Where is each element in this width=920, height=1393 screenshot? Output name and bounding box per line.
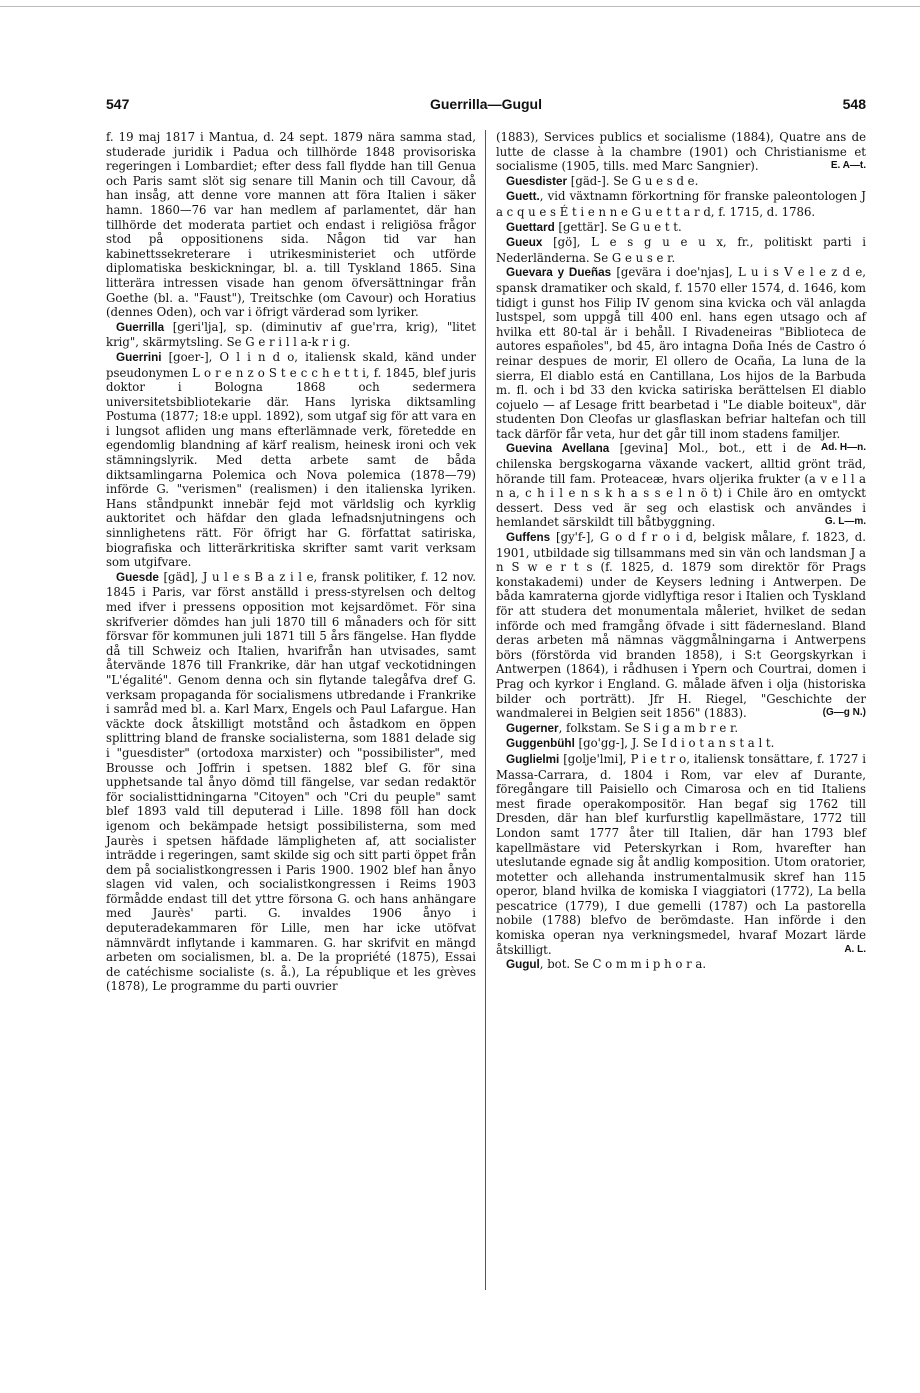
entry-text: [gäd], J u l e s B a z i l e, fransk politiker, f. 12 nov. 1845 i Paris, var först anställd i press-styrelsen och deltog med ifver i pressens opposition mot kejsardömet. För sina skrifverier dömdes han juli 1870 till 6 månaders och för sitt försvar för kommunen juli 1871 till 5 års fängelse. Han flydde då till Schweiz och Italien, hvarifrån han utvisades, samt återvände 1876 till Frankrike, där han utgaf veckotidningen "L'égalité". Genom denna och sin flytande talegåfva dref G. verksam propaganda för socialismens utbredande i Frankrike i samråd med bl. a. Karl Marx, Engels och Paul Lafargue. Han väckte dock åtskilligt motstånd och åstadkom en öppen splittring bland de franske socialisterna, som 1881 delade sig i "guesdister" (ortodoxa marxister) och "possibilister", med Brousse och Joffrin i spetsen. 1882 blef G. för sina upphetsande tal ånyo dömd till fängelse, var sedan redaktör för socialisttidningarna "Citoyen" och "Cri du peuple" samt blef 1893 vald till deputerad i Lille. 1898 föll han dock igenom och bekämpade hetsigt possibilisterna, som med Jaurès i spetsen häfdade lämpligheten af, att socialister inträdde i regeringen, samt skilde sig och sitt parti öppet från dem på socialistkongressen i Paris 1900. 1902 blef han ånyo slagen vid valen, och socialistkongressen i Reims 1903 förmådde endast till det yttre försona G. och hans anhängare med Jaurès' parti. G. invaldes 1906 ånyo i deputeradekammaren för Lille, men har icke utöfvat nämnvärdt inflytande i kammaren. G. har skrifvit en mängd arbeten om socialismen, bl. a. De la propriété (1875), Essai de catéchisme socialiste (s. å.), La république et les grèves (1878), Le programme du parti ouvrier <box>106 569 476 994</box>
column-divider <box>485 130 486 1290</box>
article-entry <box>496 189 866 219</box>
entry-text: , vid växtnamn förkortning för franske paleontologen J a c q u e s É t i e n n e G u e t t a r d, f. 1715, d. 1786. <box>496 189 866 219</box>
author-signature: E. A—t. <box>830 160 866 172</box>
entry-headword: Guerrini <box>116 350 162 364</box>
article-entry <box>496 174 866 190</box>
entry-text: , bot. Se C o m m i p h o r a. <box>539 957 707 972</box>
entry-headword: Guesde <box>116 570 159 584</box>
entry-headword: Guevara y Dueñas <box>506 266 612 280</box>
entry-headword: Gugul <box>506 958 540 972</box>
entry-headword: Gueux <box>506 236 543 250</box>
article-entry <box>496 441 866 530</box>
article-entry <box>496 752 866 957</box>
entry-text: (1883), Services publics et socialisme (1884), Quatre ans de lutte de classe à la chambre (1901) och Christianisme et socialisme (1905, tills. med Marc Sangnier). <box>496 130 866 174</box>
entry-text: [gy'f-], G o d f r o i d, belgisk målare, f. 1823, d. 1901, utbildade sig tillsammans med sin vän och landsman J a n S w e r t s (f. 1825, d. 1879 som direktör för Prags konstakademi) under de Keysers ledning i Antwerpen. De båda kamraterna gjorde vidlyftiga resor i Italien och Tyskland för att studera det monumentala måleriet, hvilket de sedan införde och med framgång öfvade i sitt fädernesland. Bland deras arbeten må nämnas väggmålningarna i Antwerpens börs (förstörda vid branden 1858), i S:t Georgskyrkan i Antwerpen (1864), i rådhusen i Ypern och Courtrai, domen i Prag och kyrkor i England. G. målade äfven i olja (historiska bilder och porträtt). Jfr H. Riegel, "Geschichte der wandmalerei in Belgien seit 1856" (1883). <box>496 530 866 721</box>
entry-text: [gö], L e s g u e u x, fr., politiskt parti i Nederländerna. Se G e u s e r. <box>496 235 866 265</box>
entry-text: [gettär]. Se G u e t t. <box>554 219 682 234</box>
article-entry <box>106 350 476 570</box>
entry-text: , folkstam. Se S i g a m b r e r. <box>558 720 739 735</box>
article-entry <box>496 130 866 174</box>
entry-headword: Guffens <box>506 531 551 545</box>
author-signature: (G—g N.) <box>822 707 866 719</box>
entry-headword: Guggenbühl <box>506 737 575 751</box>
left-page-number: 547 <box>106 96 130 112</box>
left-column <box>106 130 476 994</box>
entry-text: f. 19 maj 1817 i Mantua, d. 24 sept. 1879 nära samma stad, studerade juridik i Padua och tillhörde 1848 provisoriska regeringen i Lombardiet; efter dess fall flydde han till Genua och Paris samt slöt sig senare till Manin och till Cavour, då han insåg, att denne vore mannen att föra Italien i säker hamn. 1860—76 var han medlem af parlamentet, där han tillhörde det moderata partiet och endast i religiösa frågor stod på oppositionens sida. Någon tid var han kabinettssekreterare i utrikesministeriet och utförde diplomatiska beskickningar, bl. a. till Tyskland 1865. Sina litterära intressen visade han genom öfversättningar från Goethe (bl. a. "Faust"), Treitschke (om Cavour) och Horatius (dennes Oden), och var i öfrigt värderad som lyriker. <box>106 130 476 320</box>
article-entry <box>496 220 866 236</box>
page-header <box>106 96 866 118</box>
entry-headword: Guglielmi <box>506 752 560 766</box>
entry-headword: Guevina Avellana <box>506 442 610 456</box>
author-signature: A. L. <box>844 943 866 955</box>
entry-text: [goer-], O l i n d o, italiensk skald, känd under pseudonymen L o r e n z o S t e c c h e t t i, f. 1845, blef juris doktor i Bologna 1868 och sedermera universitetsbibliotekarie där. Hans lyriska diktsamling Postuma (1877; 18:e uppl. 1892), som utgaf sig för att vara en i lungsot afliden ung mans efterlämnade verk, företedde en egendomlig blandning af kärf realism, heinesk ironi och vek stämningslyrik. Med detta arbete samt de båda diktsamlingarna Polemica och Nova polemica (1878—79) införde G. "verismen" (realismen) i den italienska lyriken. Hans ståndpunkt innebär fejd mot världslig och kyrklig auktoritet och häfdar den glada lefnadsnjutningens och sinnlighetens rätt. För öfrigt har G. författat satiriska, biografiska och litterärkritiska skrifter samt varit verksam som utgifvare. <box>106 349 476 570</box>
entry-headword: Gugerner <box>506 721 559 735</box>
entry-text: [gevina] Mol., bot., ett i de chilenska bergskogarna växande vackert, alltid grönt träd, hörande till fam. Proteaceæ, hvars oljerika frukter (a v e l l a n a, c h i l e n s k h a s s e l n ö t) i Chile äro en omtyckt dessert. Dess ved är seg och elastisk och användes i hemlandet särskildt till båtbyggning. <box>496 441 866 530</box>
entry-headword: Guesdister <box>506 174 568 188</box>
article-entry <box>106 320 476 350</box>
author-signature: G. L—m. <box>824 516 866 528</box>
article-entry <box>496 736 866 752</box>
entry-text: [golje'lmi], P i e t r o, italiensk tonsättare, f. 1727 i Massa-Carrara, d. 1804 i Rom, var elev af Durante, föregångare till Paisiello och Cimarosa och en tid Italiens mest firade operakompositör. Han begaf sig 1762 till Dresden, där han blef kurfurstlig kapellmästare, 1772 till London samt 1777 åter till Italien, där han 1793 blef kapellmästare vid Peterskyrkan i Rom, hvarefter han uteslutande egnade sig åt andlig komposition. Utom oratorier, motetter och allehanda instrumentalmusik skref han 115 operor, bland hvilka de komiska I viaggiatori (1772), La bella pescatrice (1779), I due gemelli (1787) och La pastorella nobile (1788) blefvo de berömdaste. Han införde i den komiska operan nya verkningsmedel, hvaraf Mozart lärde åtskilligt. <box>496 751 866 957</box>
right-page-number: 548 <box>842 96 866 112</box>
article-entry <box>496 530 866 721</box>
article-entry <box>496 957 866 973</box>
author-signature: Ad. H—n. <box>821 442 866 454</box>
article-entry <box>106 130 476 320</box>
entry-headword: Guettard <box>506 220 555 234</box>
entry-text: [gäd-]. Se G u e s d e. <box>567 173 699 188</box>
entry-headword: Guett. <box>506 190 540 204</box>
right-column <box>496 130 866 973</box>
entry-headword: Guerrilla <box>116 320 165 334</box>
article-entry <box>496 235 866 265</box>
top-rule <box>0 6 920 7</box>
running-title: Guerrilla—Gugul <box>429 96 542 112</box>
entry-text: [gevära i doe'njas], L u i s V e l e z d e, spansk dramatiker och skald, f. 1570 eller 1574, d. 1646, kom tidigt i gunst hos Filip IV genom sina kvicka och väl anlagda lustspel, som uppgå till 400 enl. hans egen utsago och af hvilka ett 80-tal är i behåll. I Rivadeneiras "Biblioteca de autores españoles", bd 45, äro intagna Doña Inés de Castro ó reinar despues de morir, El ollero de Ocaña, La luna de la sierra, El diablo está en Cantillana, Los hijos de la Barbuda m. fl. och i bd 33 den kvicka satiriska berättelsen El diablo cojuelo — af Lesage fritt bearbetad i "Le diable boiteux", där studenten Don Cleofas ur glasflaskan befriar haltefan och till tack därför får veta, hur det går till inom stadens familjer. <box>496 265 866 441</box>
article-entry <box>496 721 866 737</box>
article-entry <box>106 570 476 994</box>
entry-text: [geri'lja], sp. (diminutiv af gue'rra, krig), "litet krig", skärmytsling. Se G e r i l l a-k r i g. <box>106 319 476 350</box>
entry-text: [go'gg-], J. Se I d i o t a n s t a l t. <box>574 736 775 751</box>
